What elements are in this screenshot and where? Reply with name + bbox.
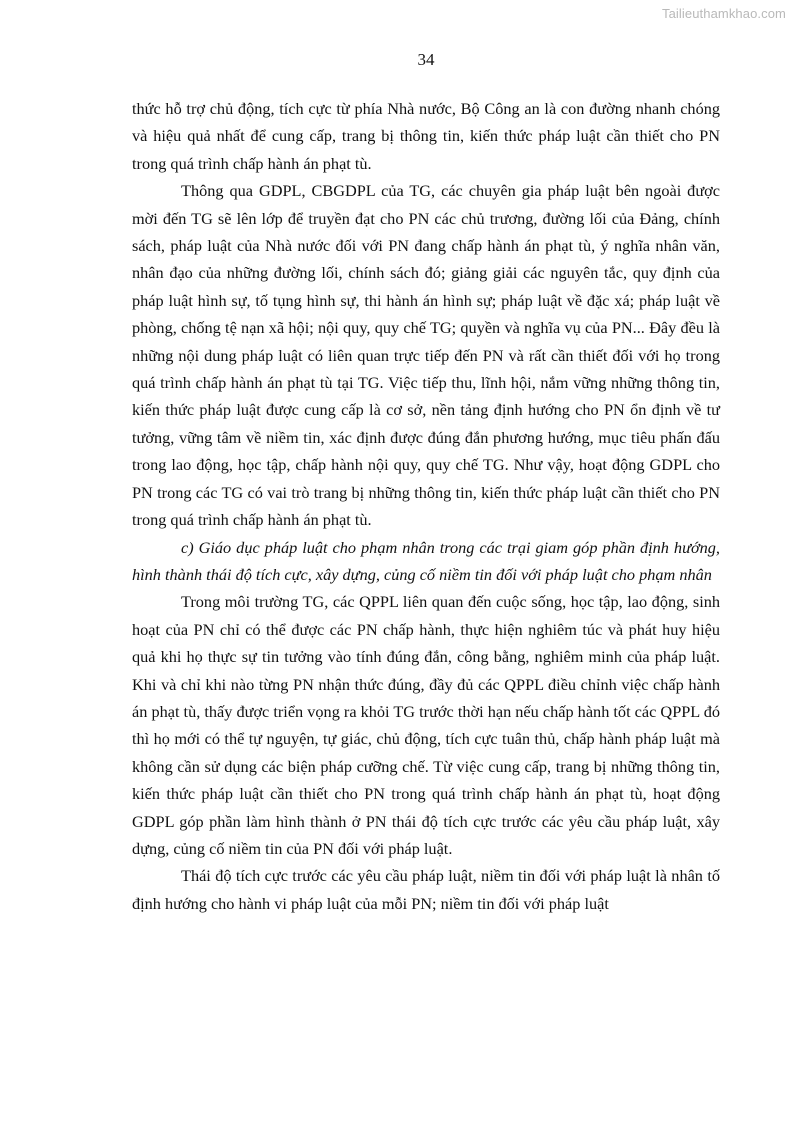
section-heading: c) Giáo dục pháp luật cho phạm nhân trong các trại giam góp phần định hướng, hình thành thái độ tích cực, xây dựng, củng cố niềm tin đối với pháp luật cho phạm nhân <box>132 537 720 584</box>
paragraph-body: Thái độ tích cực trước các yêu cầu pháp luật, niềm tin đối với pháp luật là nhân tố định hướng cho hành vi pháp luật của mỗi PN; niềm tin đối với pháp luật <box>132 866 720 913</box>
paragraph-continuation: thức hỗ trợ chủ động, tích cực từ phía Nhà nước, Bộ Công an là con đường nhanh chóng và hiệu quả nhất để cung cấp, trang bị thông tin, kiến thức pháp luật cần thiết cho PN trong quá trình chấp hành án phạt tù. <box>132 99 720 173</box>
document-body <box>132 95 720 917</box>
page-number: 34 <box>417 50 435 69</box>
paragraph-body: Thông qua GDPL, CBGDPL của TG, các chuyên gia pháp luật bên ngoài được mời đến TG sẽ lên lớp để truyền đạt cho PN các chủ trương, đường lối của Đảng, chính sách, pháp luật của Nhà nước đối với PN đang chấp hành án phạt tù, ý nghĩa nhân văn, nhân đạo của những đường lối, chính sách đó; giảng giải các nguyên tắc, quy định của pháp luật hình sự, tố tụng hình sự, thi hành án hình sự; pháp luật về đặc xá; pháp luật về phòng, chống tệ nạn xã hội; nội quy, quy chế TG; quyền và nghĩa vụ của PN... Đây đều là những nội dung pháp luật có liên quan trực tiếp đến PN và rất cần thiết đối với họ trong quá trình chấp hành án phạt tù tại TG. Việc tiếp thu, lĩnh hội, nắm vững những thông tin, kiến thức pháp luật được cung cấp là cơ sở, nền tảng định hướng cho PN ổn định về tư tưởng, vững tâm về niềm tin, xác định được đúng đắn phương hướng, mục tiêu phấn đấu trong lao động, học tập, chấp hành nội quy, quy chế TG. Như vậy, hoạt động GDPL cho PN trong các TG có vai trò trang bị những thông tin, kiến thức pháp luật cần thiết cho PN trong quá trình chấp hành án phạt tù. <box>132 181 720 530</box>
paragraph-body: Trong môi trường TG, các QPPL liên quan đến cuộc sống, học tập, lao động, sinh hoạt của PN chỉ có thể được các PN chấp hành, thực hiện nghiêm túc và phát huy hiệu quả khi họ thực sự tin tưởng vào tính đúng đắn, công bằng, nghiêm minh của pháp luật. Khi và chỉ khi nào từng PN nhận thức đúng, đầy đủ các QPPL điều chỉnh việc chấp hành án phạt tù, thấy được triển vọng ra khỏi TG trước thời hạn nếu chấp hành tốt các QPPL đó thì họ mới có thể tự nguyện, tự giác, chủ động, tích cực tuân thủ, chấp hành pháp luật mà không cần sử dụng các biện pháp cưỡng chế. Từ việc cung cấp, trang bị những thông tin, kiến thức pháp luật cần thiết cho PN trong quá trình chấp hành án phạt tù, hoạt động GDPL góp phần làm hình thành ở PN thái độ tích cực trước các yêu cầu pháp luật, xây dựng, củng cố niềm tin của PN đối với pháp luật. <box>132 592 720 858</box>
watermark-text: Tailieuthamkhao.com <box>661 6 786 21</box>
